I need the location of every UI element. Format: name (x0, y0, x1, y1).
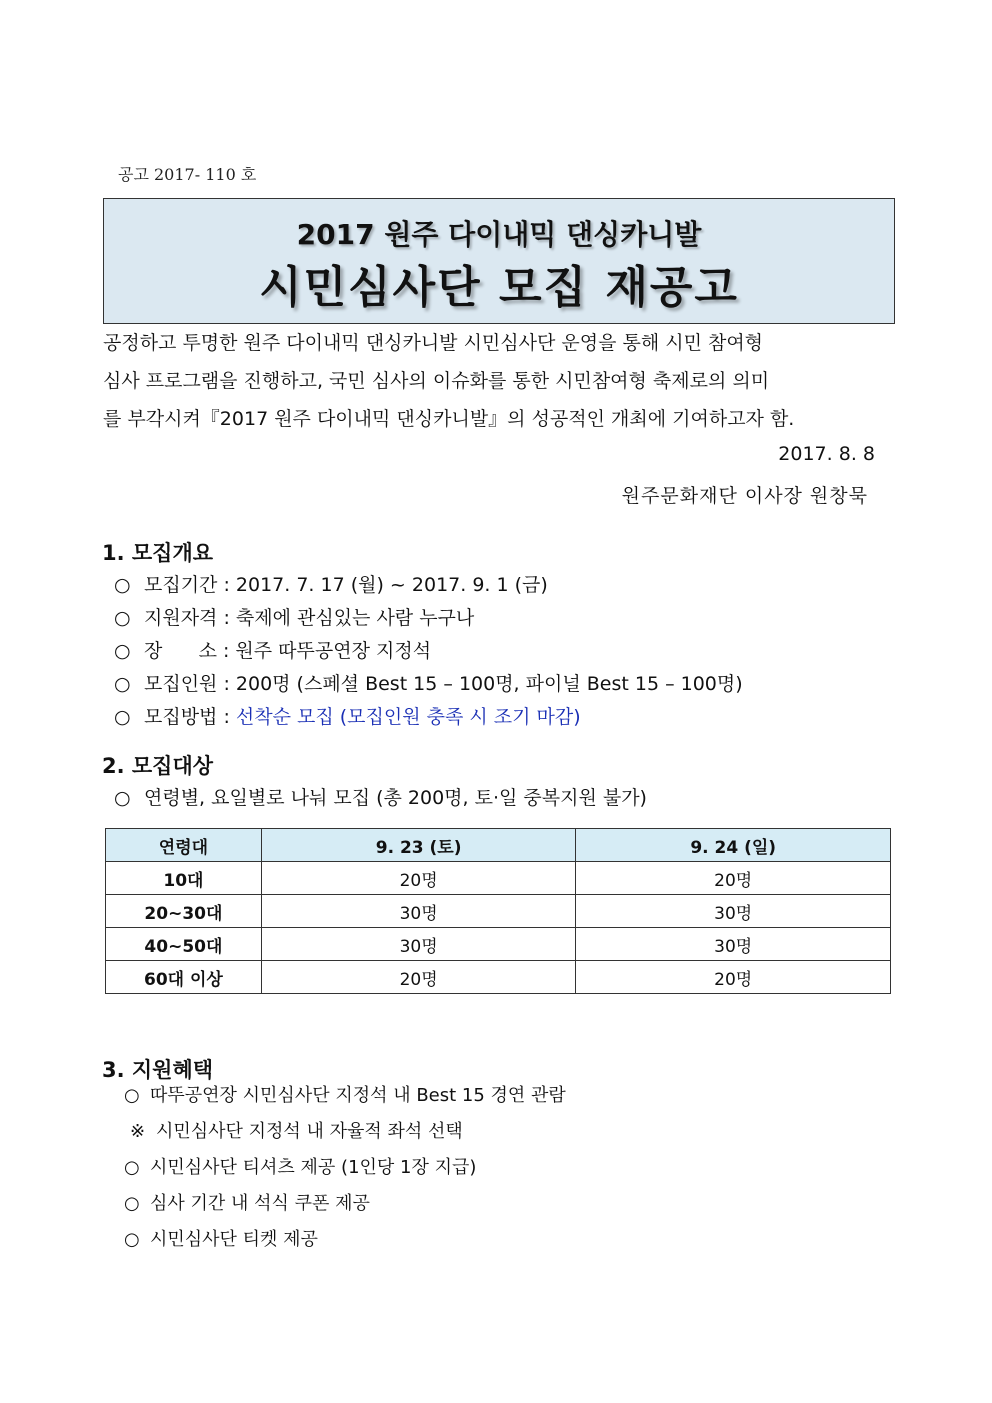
list-item (114, 668, 743, 701)
list-item (114, 602, 743, 635)
table-cell: 20명 (261, 862, 576, 895)
recruitment-table (105, 828, 891, 994)
list-item-text: 모집기간 : 2017. 7. 17 (월) ~ 2017. 9. 1 (금) (144, 574, 548, 596)
section-title-benefits: 3. 지원혜택 (102, 1058, 214, 1082)
table-row (106, 928, 891, 961)
table-cell: 20명 (261, 961, 576, 994)
circle-bullet-icon: ○ (114, 607, 131, 629)
table-header-row (106, 829, 891, 862)
column-header: 연령대 (106, 829, 262, 862)
list-item (114, 569, 743, 602)
table-row (106, 961, 891, 994)
list-item (114, 635, 743, 668)
table-cell: 30명 (576, 895, 891, 928)
list-item (124, 1150, 566, 1186)
list-item-text: 모집인원 : 200명 (스페셜 Best 15 – 100명, 파이널 Best 15 – 100명) (144, 673, 743, 695)
column-header: 9. 24 (일) (576, 829, 891, 862)
target-list (114, 782, 647, 815)
list-item (124, 1186, 566, 1222)
circle-bullet-icon: ○ (114, 574, 131, 596)
list-item-text: 시민심사단 티켓 제공 (150, 1229, 318, 1250)
table-cell: 30명 (576, 928, 891, 961)
list-item-text: 지원자격 : 축제에 관심있는 사람 누구나 (144, 607, 475, 629)
table-row (106, 895, 891, 928)
method-label: 모집방법 : (144, 706, 236, 728)
circle-bullet-icon: ○ (114, 640, 131, 662)
table-cell: 30명 (261, 928, 576, 961)
method-value: 선착순 모집 (모집인원 충족 시 조기 마감) (235, 706, 581, 728)
issuer: 원주문화재단 이사장 원창묵 (621, 485, 868, 507)
table-cell: 20명 (576, 862, 891, 895)
notice-date: 2017. 8. 8 (778, 443, 875, 465)
age-group-cell: 40~50대 (106, 928, 262, 961)
table-cell: 20명 (576, 961, 891, 994)
reference-mark-icon: ※ (130, 1121, 146, 1142)
circle-bullet-icon: ○ (124, 1229, 140, 1250)
section-title-overview: 1. 모집개요 (102, 541, 214, 565)
list-item (124, 1222, 566, 1258)
benefits-list (124, 1078, 566, 1258)
list-item-text: 장 소 : 원주 따뚜공연장 지정석 (144, 640, 432, 662)
list-item-text: 심사 기간 내 석식 쿠폰 제공 (150, 1193, 370, 1214)
list-item-text: 따뚜공연장 시민심사단 지정석 내 Best 15 경연 관람 (150, 1085, 566, 1106)
overview-list (114, 569, 743, 734)
list-item-text: 시민심사단 지정석 내 자율적 좌석 선택 (156, 1121, 463, 1142)
intro-line: 심사 프로그램을 진행하고, 국민 심사의 이슈화를 통한 시민참여형 축제로의 의미 (103, 370, 770, 392)
list-item (124, 1078, 566, 1114)
list-item-text: 시민심사단 티셔츠 제공 (1인당 1장 지급) (150, 1157, 477, 1178)
table-cell: 30명 (261, 895, 576, 928)
event-title: 2017 원주 다이내믹 댄싱카니발 (296, 218, 702, 251)
circle-bullet-icon: ○ (114, 706, 131, 728)
intro-line: 공정하고 투명한 원주 다이내믹 댄싱카니발 시민심사단 운영을 통해 시민 참여형 (103, 332, 764, 354)
circle-bullet-icon: ○ (114, 787, 131, 809)
age-group-cell: 10대 (106, 862, 262, 895)
circle-bullet-icon: ○ (124, 1157, 140, 1178)
table-row (106, 862, 891, 895)
list-item-text: 연령별, 요일별로 나눠 모집 (총 200명, 토·일 중복지원 불가) (144, 787, 647, 809)
age-group-cell: 60대 이상 (106, 961, 262, 994)
circle-bullet-icon: ○ (124, 1085, 140, 1106)
notice-number: 공고 2017- 110 호 (118, 165, 257, 184)
list-item (114, 782, 647, 815)
notice-title: 시민심사단 모집 재공고 (259, 262, 739, 313)
intro-paragraph (103, 324, 883, 438)
circle-bullet-icon: ○ (114, 673, 131, 695)
title-box (103, 198, 895, 324)
column-header: 9. 23 (토) (261, 829, 576, 862)
age-group-cell: 20~30대 (106, 895, 262, 928)
list-item (124, 1114, 566, 1150)
circle-bullet-icon: ○ (124, 1193, 140, 1214)
section-title-target: 2. 모집대상 (102, 754, 214, 778)
intro-line: 를 부각시켜『2017 원주 다이내믹 댄싱카니발』의 성공적인 개최에 기여하고자 함. (103, 408, 795, 430)
list-item (114, 701, 743, 734)
